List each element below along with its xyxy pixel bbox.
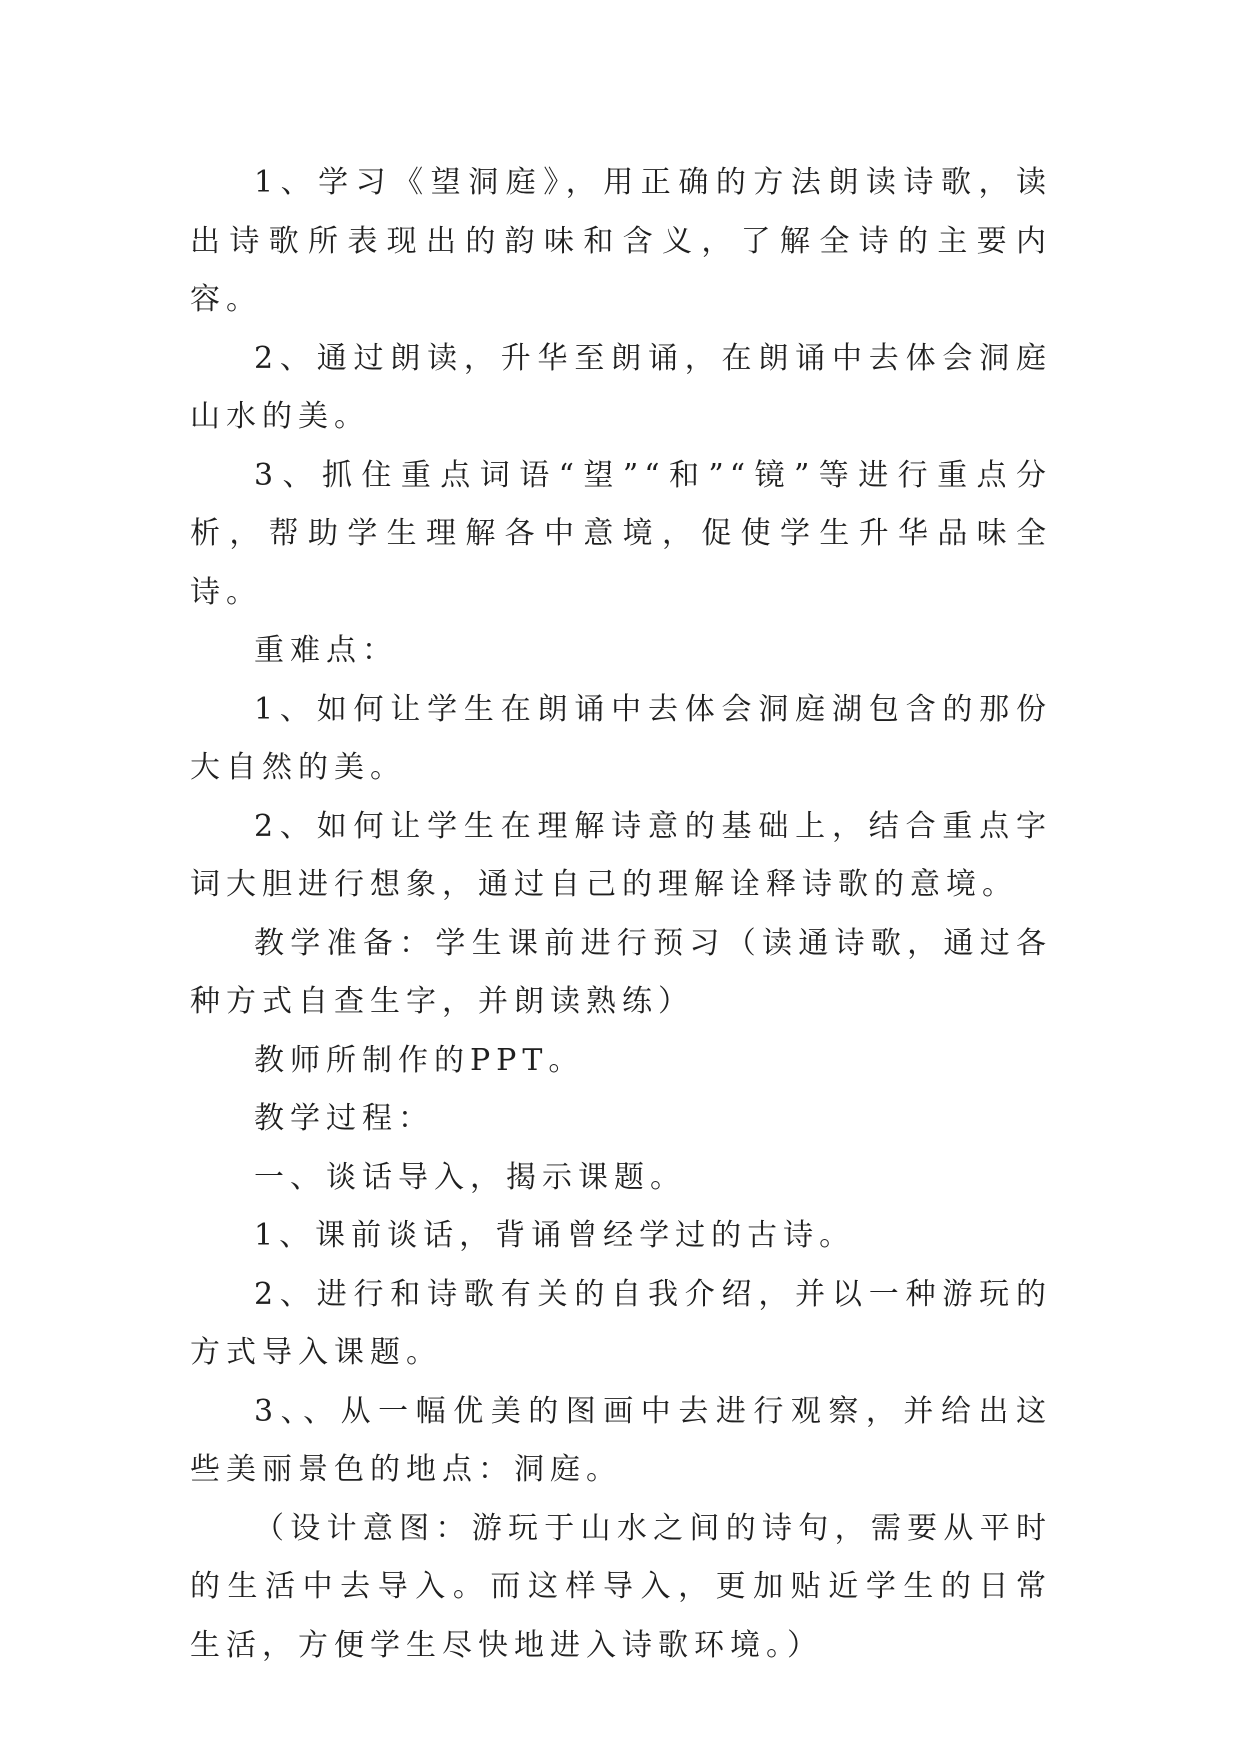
step-2-paragraph: 2、进行和诗歌有关的自我介绍，并以一种游玩的方式导入课题。 — [190, 1276, 1052, 1370]
step-1-paragraph: 1、课前谈话，背诵曾经学过的古诗。 — [254, 1218, 856, 1253]
difficulty-2-paragraph: 2、如何让学生在理解诗意的基础上，结合重点字词大胆进行想象，通过自己的理解诠释诗歌的意境。 — [190, 808, 1052, 902]
teaching-preparation-paragraph: 教学准备：学生课前进行预习（读通诗歌，通过各种方式自查生字，并朗读熟练） — [190, 925, 1052, 1019]
teaching-process-heading: 教学过程： — [254, 1101, 434, 1136]
teacher-ppt-paragraph: 教师所制作的PPT。 — [254, 1042, 585, 1078]
section-1-heading: 一、谈话导入，揭示课题。 — [254, 1159, 686, 1195]
objective-1-paragraph: 1、学习《望洞庭》，用正确的方法朗读诗歌，读出诗歌所表现出的韵味和含义，了解全诗的主要内容。 — [190, 165, 1052, 317]
objective-2-paragraph: 2、通过朗读，升华至朗诵，在朗诵中去体会洞庭山水的美。 — [190, 340, 1052, 434]
difficulty-1-paragraph: 1、如何让学生在朗诵中去体会洞庭湖包含的那份大自然的美。 — [190, 691, 1052, 785]
design-intent-paragraph: （设计意图：游玩于山水之间的诗句，需要从平时的生活中去导入。而这样导入，更加贴近学生的日常生活，方便学生尽快地进入诗歌环境。） — [190, 1510, 1052, 1663]
document-body — [190, 154, 1052, 1675]
objective-3-paragraph: 3、抓住重点词语“望”“和”“镜”等进行重点分析，帮助学生理解各中意境，促使学生升华品味全诗。 — [190, 457, 1052, 610]
key-difficulties-heading: 重难点： — [254, 633, 398, 668]
step-3-paragraph: 3、、从一幅优美的图画中去进行观察，并给出这些美丽景色的地点：洞庭。 — [190, 1393, 1052, 1487]
